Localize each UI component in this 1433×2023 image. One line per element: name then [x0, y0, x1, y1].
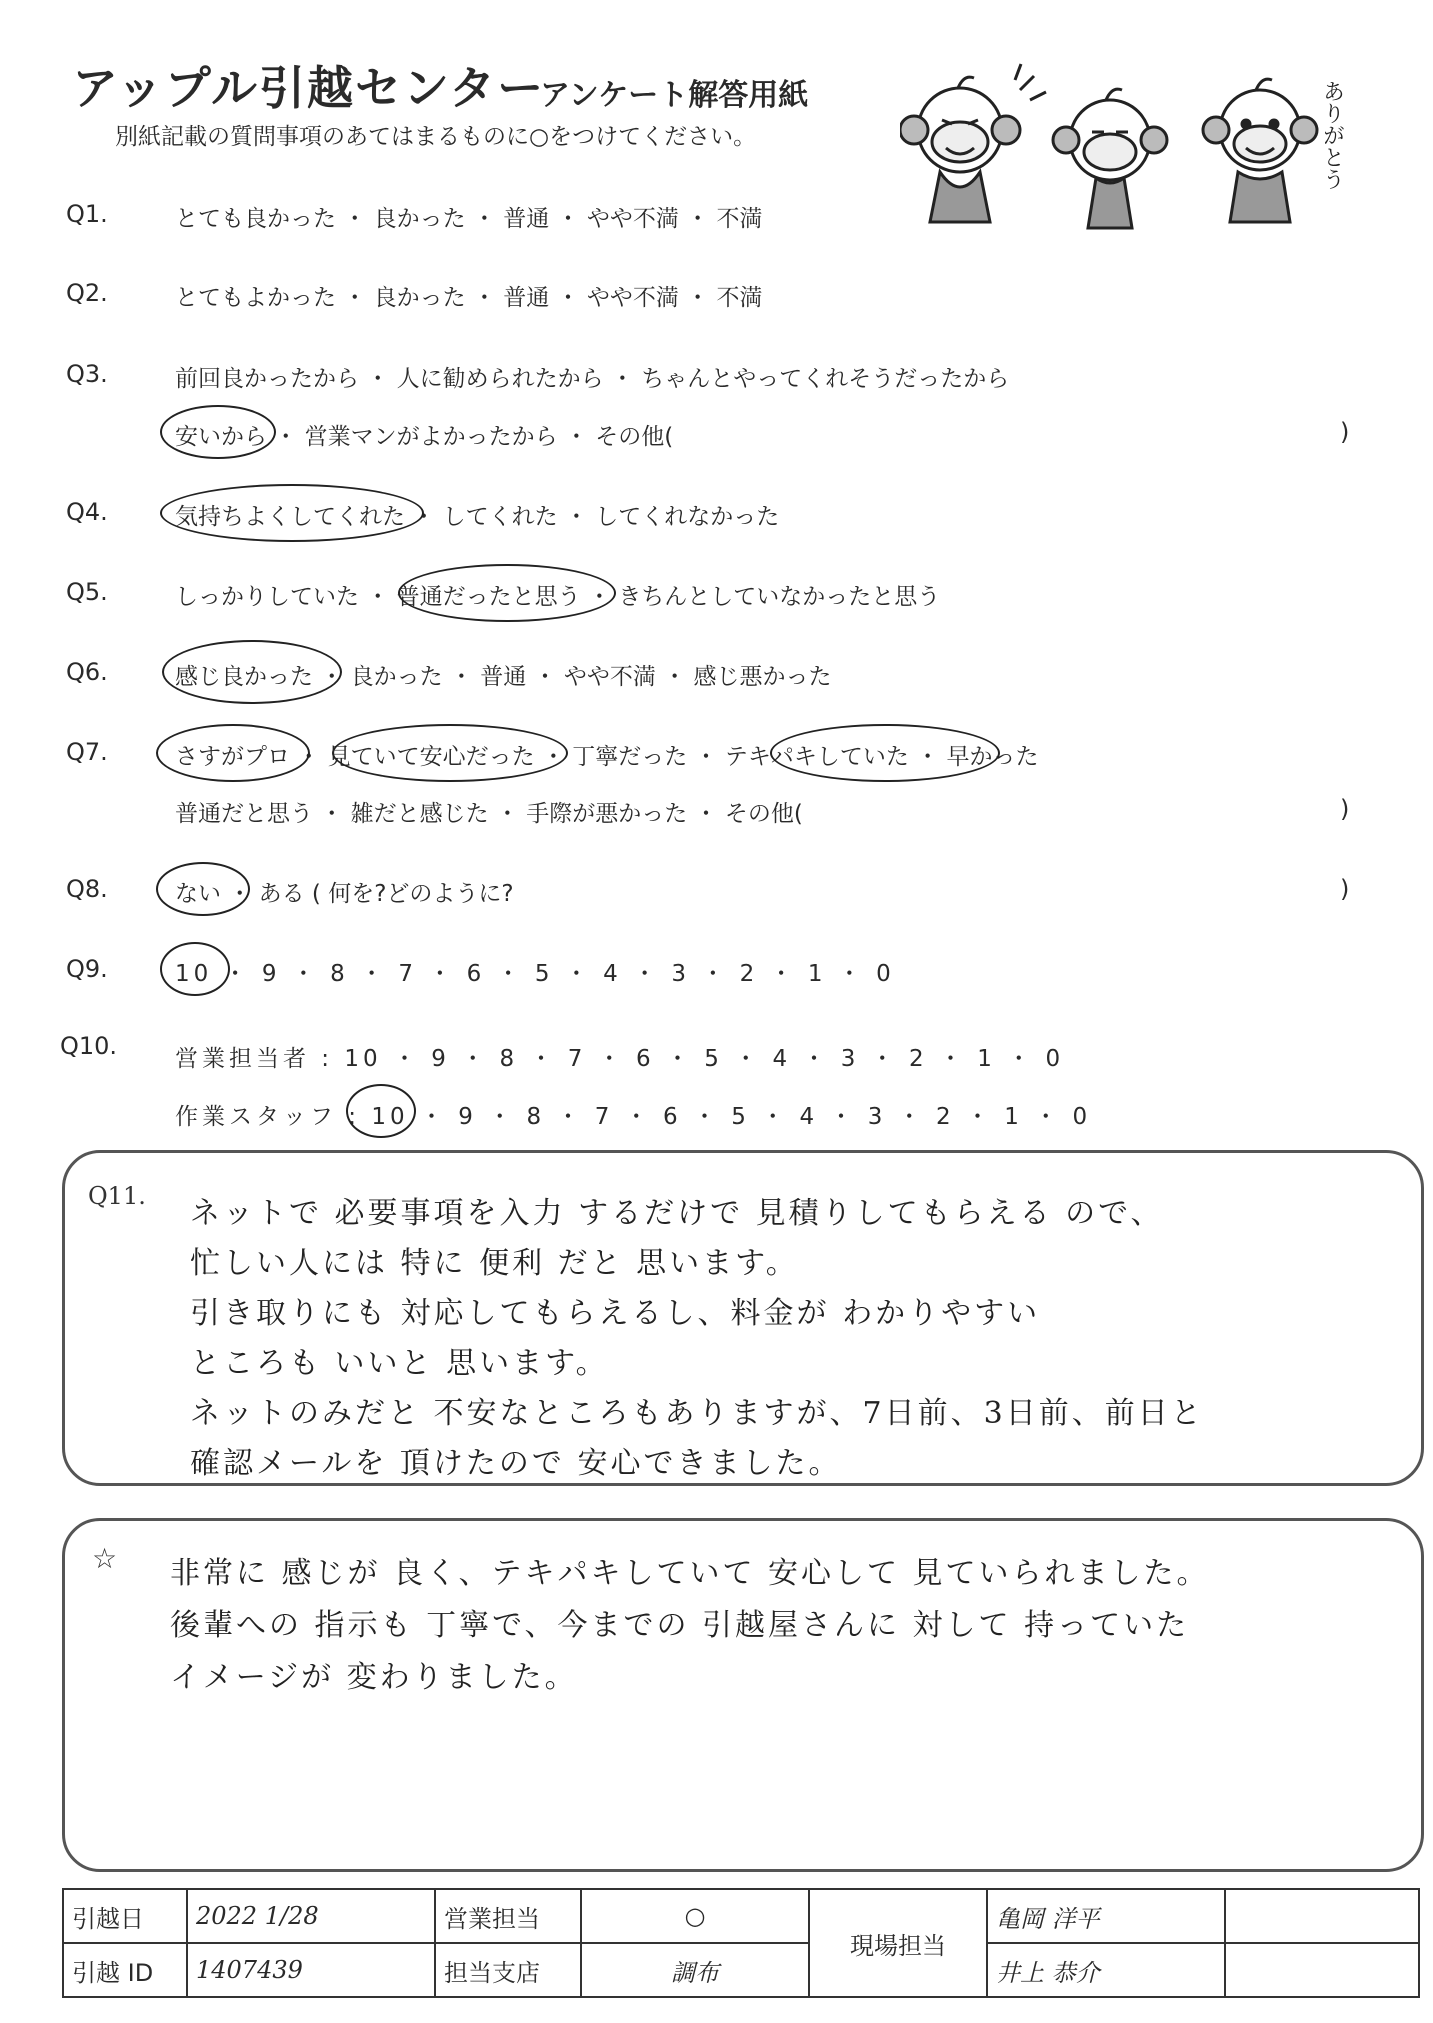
q2-number: Q2. — [66, 279, 108, 307]
q5-number: Q5. — [66, 578, 108, 606]
q3-number: Q3. — [66, 360, 108, 388]
q11-line-6: 確認メールを 頂けたので 安心できました。 — [190, 1446, 842, 1481]
mascot-thanks-text: ありがとう — [1319, 80, 1345, 190]
site-staff-label: 現場担当 — [809, 1889, 987, 1997]
q7-number: Q7. — [66, 738, 108, 766]
sales-staff-label: 営業担当 — [435, 1889, 581, 1943]
q4-options: 気持ちよくしてくれた ・ してくれた ・ してくれなかった — [175, 504, 780, 530]
q11-line-3: 引き取りにも 対応してもらえるし、料金が わかりやすい — [190, 1296, 1041, 1331]
q5-answer-circle — [398, 564, 616, 622]
q7-answer-circle-3 — [770, 724, 1000, 782]
instruction-text: 別紙記載の質問事項のあてはまるものに○をつけてください。 — [115, 124, 757, 150]
site-staff-empty-1 — [1225, 1889, 1419, 1943]
move-date-label: 引越日 — [63, 1889, 187, 1943]
comment-line-2: 後輩への 指示も 丁寧で、今までの 引越屋さんに 対して 持っていた — [170, 1608, 1190, 1643]
q1-options: とても良かった ・ 良かった ・ 普通 ・ やや不満 ・ 不満 — [175, 206, 763, 232]
q4-answer-circle — [160, 484, 424, 542]
q7-answer-circle-2 — [332, 724, 568, 782]
q6-number: Q6. — [66, 658, 108, 686]
q3-close-paren: ) — [1340, 418, 1350, 446]
q11-line-2: 忙しい人には 特に 便利 だと 思います。 — [190, 1246, 799, 1281]
q7-options-line2: 普通だと思う ・ 雑だと感じた ・ 手際が悪かった ・ その他( — [175, 801, 803, 827]
q11-line-4: ところも いいと 思います。 — [190, 1346, 609, 1381]
q6-options: 感じ良かった ・ 良かった ・ 普通 ・ やや不満 ・ 感じ悪かった — [175, 664, 832, 690]
q10-sales-scale: 営業担当者 : 10 ・ 9 ・ 8 ・ 7 ・ 6 ・ 5 ・ 4 ・ 3 ・ 2 ・ 1 ・ 0 — [175, 1046, 1065, 1072]
site-staff-1: 亀岡 洋平 — [987, 1889, 1225, 1943]
q7-close-paren: ) — [1340, 795, 1350, 823]
mascot-monkeys-illustration — [900, 60, 1360, 240]
sales-staff-value: ○ — [581, 1889, 809, 1943]
move-id-value: 1407439 — [187, 1943, 435, 1997]
q5-options: しっかりしていた ・ 普通だったと思う ・ きちんとしていなかったと思う — [175, 584, 941, 610]
move-info-table — [62, 1888, 1420, 1998]
q11-line-5: ネットのみだと 不安なところもありますが、7日前、3日前、前日と — [190, 1396, 1204, 1431]
move-date-value: 2022 1/28 — [187, 1889, 435, 1943]
q9-scale: 10 ・ 9 ・ 8 ・ 7 ・ 6 ・ 5 ・ 4 ・ 3 ・ 2 ・ 1 ・ 0 — [175, 961, 895, 987]
q7-options-line1: さすがプロ ・ 見ていて安心だった ・ 丁寧だった ・ テキパキしていた ・ 早かった — [175, 744, 1039, 770]
q10-staff-scale: 作業スタッフ : 10 ・ 9 ・ 8 ・ 7 ・ 6 ・ 5 ・ 4 ・ 3 ・ 2 ・ 1 ・ 0 — [175, 1104, 1092, 1130]
star-icon: ☆ — [92, 1542, 118, 1575]
q6-answer-circle — [162, 640, 342, 704]
q8-number: Q8. — [66, 875, 108, 903]
comment-line-1: 非常に 感じが 良く、テキパキしていて 安心して 見ていられました。 — [170, 1556, 1210, 1591]
q2-options: とてもよかった ・ 良かった ・ 普通 ・ やや不満 ・ 不満 — [175, 285, 763, 311]
q3-options-line2: 安いから ・ 営業マンがよかったから ・ その他( — [175, 424, 674, 450]
q11-line-1: ネットで 必要事項を入力 するだけで 見積りしてもらえる ので、 — [190, 1196, 1164, 1231]
q11-label: Q11. — [88, 1182, 146, 1210]
site-staff-empty-2 — [1225, 1943, 1419, 1997]
q3-answer-circle — [160, 405, 276, 459]
q10-staff-answer-circle — [346, 1084, 416, 1138]
company-title: アップル引越センター — [72, 61, 546, 115]
form-subtitle: アンケート解答用紙 — [540, 78, 809, 113]
q10-number: Q10. — [60, 1032, 118, 1060]
q7-answer-circle-1 — [156, 724, 310, 782]
branch-label: 担当支店 — [435, 1943, 581, 1997]
comment-line-3: イメージが 変わりました。 — [170, 1660, 578, 1695]
site-staff-2: 井上 恭介 — [987, 1943, 1225, 1997]
q3-options-line1: 前回良かったから ・ 人に勧められたから ・ ちゃんとやってくれそうだったから — [175, 366, 1010, 392]
q1-number: Q1. — [66, 200, 108, 228]
q8-options: ない ・ ある ( 何を?どのように? — [175, 881, 514, 907]
branch-value: 調布 — [581, 1943, 809, 1997]
q9-answer-circle — [160, 942, 230, 996]
q4-number: Q4. — [66, 498, 108, 526]
q8-answer-circle — [156, 862, 250, 916]
q8-close-paren: ) — [1340, 875, 1350, 903]
move-id-label: 引越 ID — [63, 1943, 187, 1997]
q9-number: Q9. — [66, 955, 108, 983]
